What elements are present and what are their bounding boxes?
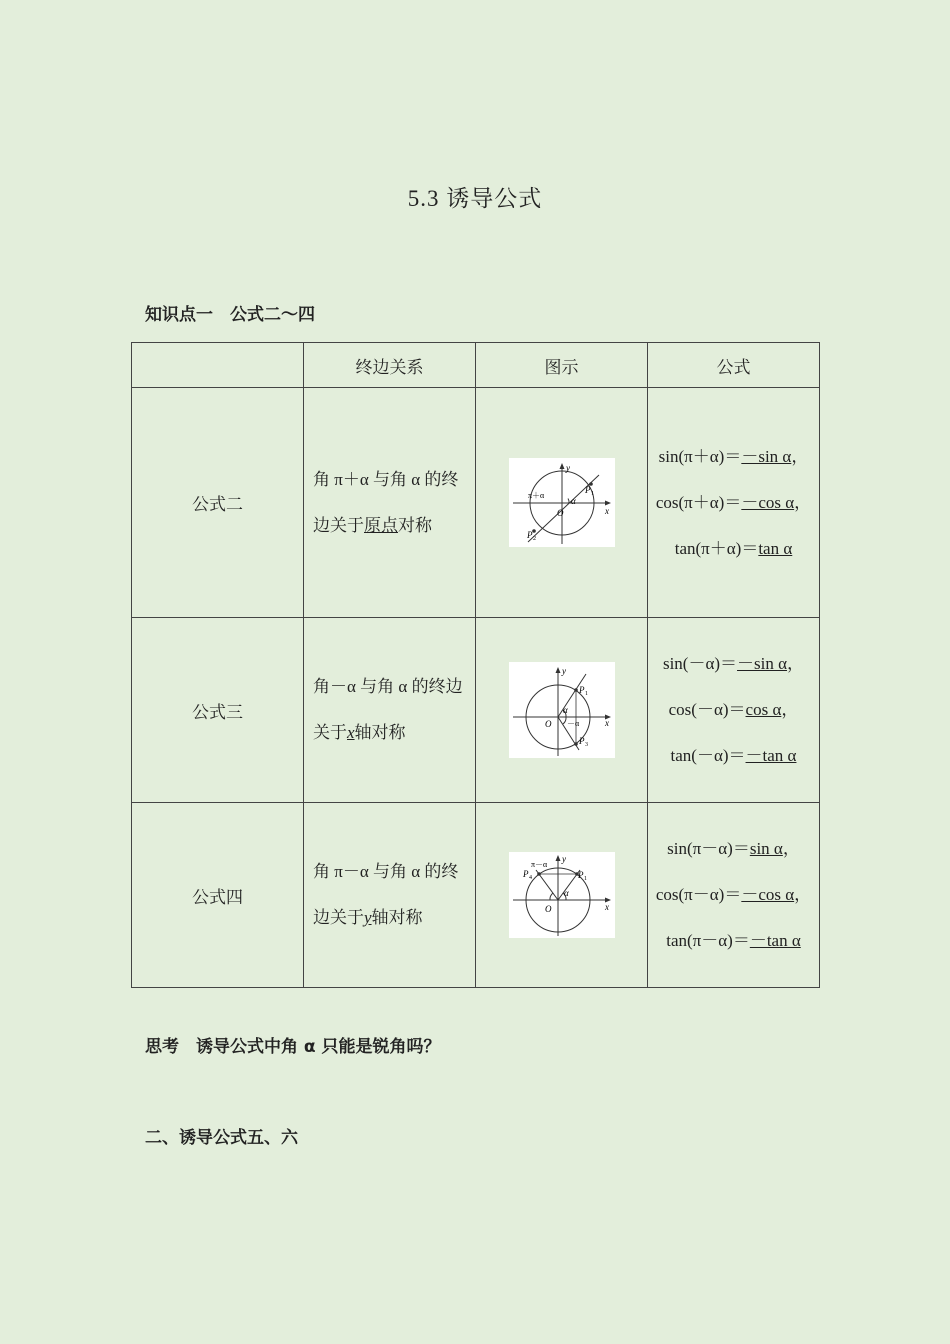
formula-cos-pre: cos(－α)＝ [668, 700, 746, 719]
formula-cos-answer: cos α [745, 700, 782, 719]
formula-cos-post: ， [781, 700, 799, 719]
figure-cell [476, 618, 648, 803]
formula-tan-answer: －tan α [749, 931, 801, 950]
neg-alpha-label: －α [566, 719, 579, 728]
formula-sin-post: ， [782, 839, 800, 858]
formula-cos-pre: cos(π－α)＝ [655, 885, 742, 904]
formula-sin-answer: －sin α [737, 654, 788, 673]
y-axis-label: y [561, 666, 566, 676]
pi-plus-alpha-label: π＋α [527, 491, 544, 500]
unit-circle-diagram-pi-minus-alpha [509, 852, 615, 938]
formula-cell [648, 618, 820, 803]
formula-sin-pre: sin(π＋α)＝ [658, 446, 742, 466]
relation-answer: x [347, 723, 355, 742]
point-p1-subscript: 1 [583, 876, 587, 882]
point-p3-subscript: 3 [584, 742, 588, 748]
point-p1-label: P [584, 485, 590, 495]
formula-cos-answer: －cos α [741, 885, 795, 904]
formula-sin-answer: sin α [749, 839, 783, 858]
relation-answer: 原点 [364, 515, 398, 535]
point-p4-subscript: 4 [528, 875, 532, 881]
origin-label: O [544, 904, 551, 914]
formula-tan-pre: tan(－α)＝ [670, 746, 746, 765]
formula-sin-pre: sin(π－α)＝ [667, 839, 750, 858]
formula-name: 公式三 [132, 618, 304, 803]
induction-formula-table [131, 342, 820, 988]
origin-label: O [544, 719, 551, 729]
x-axis-label: x [604, 718, 609, 728]
page-title: 5.3 诱导公式 [407, 186, 543, 211]
y-axis-label: y [561, 854, 566, 864]
origin-label: O [556, 508, 563, 518]
table-row-formula-2 [132, 388, 820, 618]
relation-text-end: 轴对称 [354, 723, 406, 742]
unit-circle-diagram-pi-plus-alpha [509, 458, 615, 547]
header-cell-figure: 图示 [476, 343, 648, 388]
point-p3-label: P [578, 736, 584, 746]
point-p2-label: P [526, 530, 532, 540]
pi-minus-alpha-label: π－α [530, 860, 547, 869]
formula-sin-pre: sin(－α)＝ [662, 654, 738, 673]
relation-text-end: 轴对称 [371, 908, 423, 927]
formula-name: 公式二 [132, 388, 304, 618]
header-cell-empty [132, 343, 304, 388]
point-p1-label: P [578, 685, 584, 695]
formula-tan-pre: tan(π＋α)＝ [674, 538, 759, 558]
section-heading-1: 知识点一 公式二～四 [145, 305, 315, 325]
formula-cell [648, 803, 820, 988]
section-heading-2: 二、诱导公式五、六 [145, 1128, 298, 1148]
terminal-side-relation [304, 388, 476, 618]
formula-cos-post: ， [794, 492, 812, 512]
relation-answer: y [364, 908, 372, 927]
formula-tan-pre: tan(π－α)＝ [666, 931, 750, 950]
point-p1-subscript: 1 [590, 491, 594, 497]
table-row-formula-4 [132, 803, 820, 988]
formula-tan-answer: tan α [758, 538, 793, 558]
relation-text: 角－α 与角 α 的终边关于 [313, 677, 463, 742]
formula-name: 公式四 [132, 803, 304, 988]
alpha-label: α [562, 705, 568, 715]
x-axis-label: x [604, 506, 609, 516]
relation-text: 角 π－α 与角 α 的终边关于 [313, 862, 459, 927]
table-header-row [132, 343, 820, 388]
x-axis-label: x [604, 902, 609, 912]
formula-sin-answer: －sin α [741, 446, 792, 466]
formula-cos-answer: －cos α [741, 492, 795, 512]
table-row-formula-3 [132, 618, 820, 803]
formula-cos-post: ， [794, 885, 812, 904]
formula-sin-post: ， [787, 654, 805, 673]
point-p4-label: P [522, 869, 528, 879]
y-axis-label: y [565, 463, 570, 473]
point-p2-subscript: 2 [532, 536, 536, 542]
alpha-label: α [563, 888, 569, 898]
header-cell-formula: 公式 [648, 343, 820, 388]
relation-text: 角 π＋α 与角 α 的终边关于 [313, 469, 459, 535]
alpha-label: α [570, 496, 576, 506]
formula-sin-post: ， [791, 446, 809, 466]
terminal-side-relation [304, 803, 476, 988]
figure-cell [476, 803, 648, 988]
formula-tan-answer: －tan α [745, 746, 797, 765]
unit-circle-diagram-neg-alpha [509, 662, 615, 758]
think-question: 思考 诱导公式中角 α 只能是锐角吗？ [145, 1037, 441, 1057]
header-cell-relation: 终边关系 [304, 343, 476, 388]
formula-cos-pre: cos(π＋α)＝ [655, 492, 742, 512]
terminal-side-relation [304, 618, 476, 803]
point-p1-subscript: 1 [584, 691, 588, 697]
figure-cell [476, 388, 648, 618]
point-p1-label: P [577, 870, 583, 880]
relation-text-end: 对称 [398, 515, 432, 535]
formula-cell [648, 388, 820, 618]
